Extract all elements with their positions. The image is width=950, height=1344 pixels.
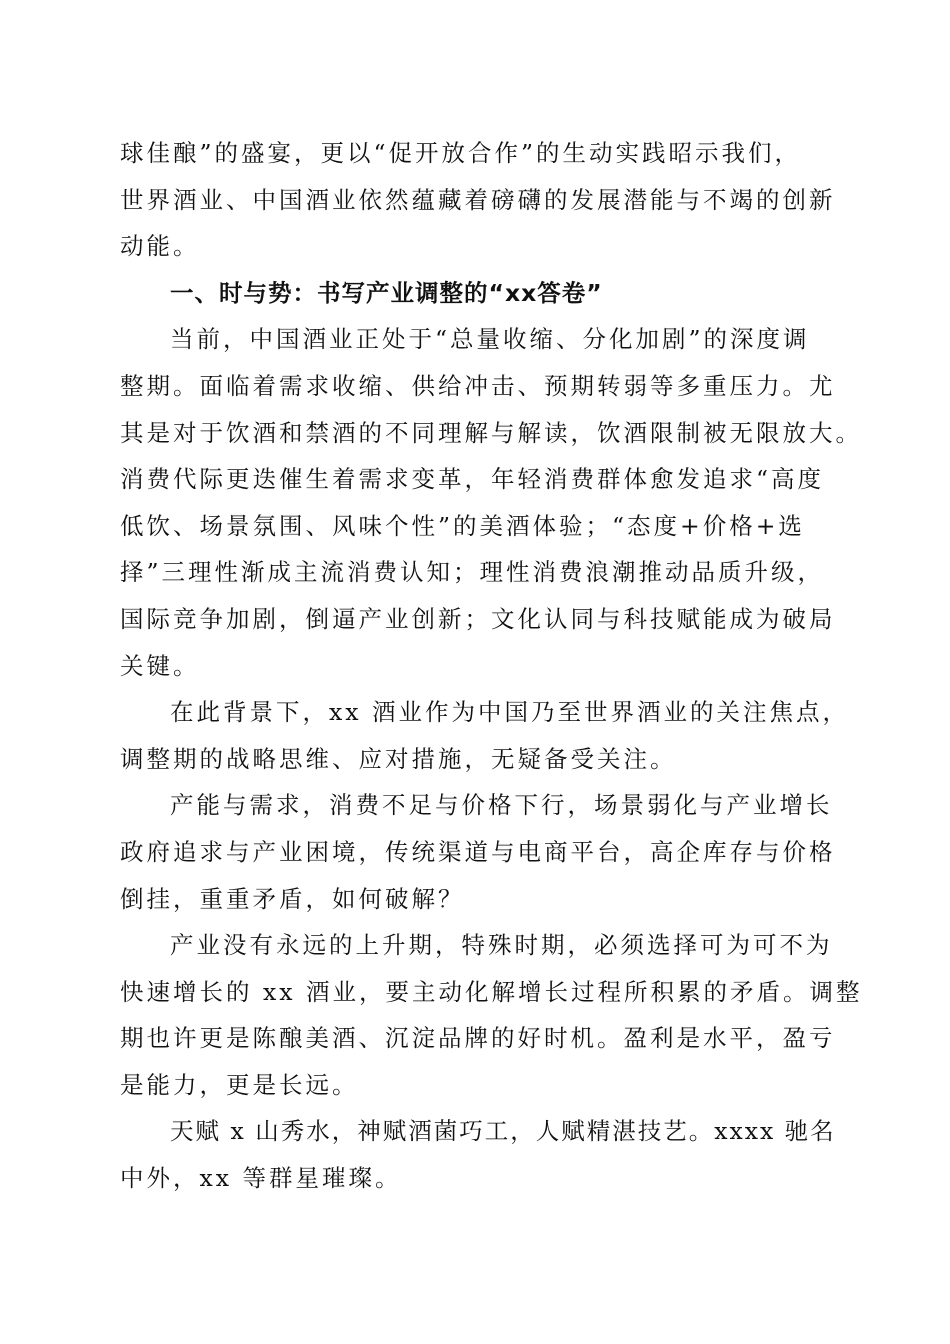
text-line: 在此背景下，xx 酒业作为中国乃至世界酒业的关注焦点， [170,698,849,727]
text-line: 产能与需求，消费不足与价格下行，场景弱化与产业增长 [170,791,833,820]
text-line: 快速增长的 xx 酒业，要主动化解增长过程所积累的矛盾。调整 [120,977,863,1006]
text-line: 动能。 [120,232,200,261]
text-line: 择”三理性渐成主流消费认知；理性消费浪潮推动品质升级， [120,558,825,587]
document-body [120,130,863,1202]
text-line: 政府追求与产业困境，传统渠道与电商平台，高企库存与价格 [120,837,836,866]
text-line: 世界酒业、中国酒业依然蕴藏着磅礴的发展潜能与不竭的创新 [120,185,836,214]
text-line: 关键。 [120,651,200,680]
text-line: 期也许更是陈酿美酒、沉淀品牌的好时机。盈利是水平，盈亏 [120,1024,836,1053]
text-line: 天赋 x 山秀水，神赋酒菌巧工，人赋精湛技艺。xxxx 驰名 [170,1117,836,1146]
section-heading: 一、时与势：书写产业调整的“xx答卷” [170,278,603,307]
text-line: 国际竞争加剧，倒逼产业创新；文化认同与科技赋能成为破局 [120,604,836,633]
text-line: 其是对于饮酒和禁酒的不同理解与解读，饮酒限制被无限放大。 [120,418,862,447]
text-line: 整期。面临着需求收缩、供给冲击、预期转弱等多重压力。尤 [120,371,836,400]
text-line: 倒挂，重重矛盾，如何破解？ [120,884,465,913]
text-line: 中外，xx 等群星璀璨。 [120,1164,402,1193]
text-line: 低饮、场景氛围、风味个性”的美酒体验；“态度+价格+选 [120,511,805,540]
text-line: 球佳酿”的盛宴，更以“促开放合作”的生动实践昭示我们， [120,139,802,167]
text-line: 是能力，更是长远。 [120,1070,359,1099]
text-line: 当前，中国酒业正处于“总量收缩、分化加剧”的深度调 [170,325,810,354]
text-line: 调整期的战略思维、应对措施，无疑备受关注。 [120,744,677,773]
text-line: 产业没有永远的上升期，特殊时期，必须选择可为可不为 [170,931,833,960]
text-line: 消费代际更迭催生着需求变革，年轻消费群体愈发追求“高度 [120,465,825,494]
